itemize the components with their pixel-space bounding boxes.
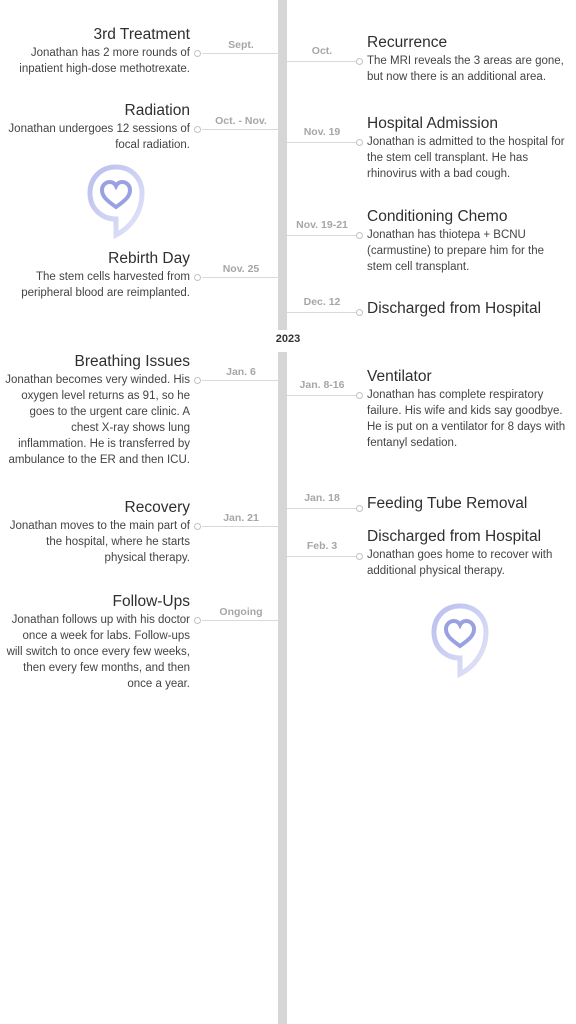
event-radiation — [4, 102, 190, 153]
connector-dot — [356, 505, 363, 512]
connector-line — [202, 277, 280, 278]
event-rebirth-day — [4, 250, 190, 301]
date-label: Jan. 6 — [226, 366, 256, 378]
connector-dot — [356, 139, 363, 146]
connector-line — [202, 129, 280, 130]
connector-line — [287, 395, 357, 396]
event-title: Breathing Issues — [74, 353, 190, 370]
event-desc: Jonathan goes home to recover with additional physical therapy. — [367, 549, 553, 577]
connector-dot — [356, 553, 363, 560]
date-label: Jan. 18 — [304, 492, 340, 504]
date-label: Oct. — [311, 45, 333, 57]
connector-dot — [356, 58, 363, 65]
event-breathing-issues — [4, 353, 190, 468]
connector-dot — [194, 377, 201, 384]
heart-speech-bubble-icon — [86, 163, 146, 243]
event-ventilator — [367, 368, 567, 451]
event-recovery — [4, 499, 190, 566]
event-recurrence — [367, 34, 567, 85]
date-label: Ongoing — [219, 606, 263, 618]
event-hospital-admission — [367, 115, 567, 182]
date-label: Sept. — [228, 39, 254, 51]
event-title: Rebirth Day — [108, 250, 190, 267]
event-desc: Jonathan moves to the main part of the hospital, where he starts physical therapy. — [9, 520, 190, 564]
event-title: Recurrence — [367, 34, 448, 51]
connector-line — [287, 508, 357, 509]
event-desc: Jonathan has complete respiratory failure. His wife and kids say goodbye. He is put on a ventilator for 8 days with fentanyl sedation. — [367, 389, 566, 449]
event-title: Discharged from Hospital — [367, 300, 542, 317]
event-feeding-tube-removal — [367, 495, 567, 513]
date-label: Jan. 8-16 — [299, 379, 345, 391]
event-desc: Jonathan has 2 more rounds of inpatient high-dose methotrexate. — [19, 47, 190, 75]
connector-dot — [356, 309, 363, 316]
connector-line — [287, 142, 357, 143]
event-title: Follow-Ups — [112, 593, 190, 610]
event-desc: Jonathan undergoes 12 sessions of focal radiation. — [8, 123, 190, 151]
date-label: Nov. 25 — [222, 263, 260, 275]
event-desc: Jonathan follows up with his doctor once a week for labs. Follow-ups will switch to once every few weeks, then every few months, and then once a year. — [6, 614, 190, 690]
event-desc: Jonathan is admitted to the hospital for the stem cell transplant. He has rhinovirus with a bad cough. — [367, 136, 565, 180]
connector-line — [287, 235, 357, 236]
connector-dot — [194, 50, 201, 57]
connector-line — [202, 526, 280, 527]
connector-line — [287, 61, 357, 62]
connector-line — [202, 380, 280, 381]
event-conditioning-chemo — [367, 208, 567, 275]
date-label: Feb. 3 — [306, 540, 338, 552]
event-title: 3rd Treatment — [93, 26, 190, 43]
date-label: Nov. 19 — [303, 126, 341, 138]
event-follow-ups — [4, 593, 190, 692]
event-title: Hospital Admission — [367, 115, 498, 132]
event-desc: Jonathan has thiotepa + BCNU (carmustine) to prepare him for the stem cell transplant. — [367, 229, 545, 273]
connector-dot — [194, 126, 201, 133]
connector-dot — [194, 617, 201, 624]
year-label: 2023 — [275, 333, 301, 345]
connector-dot — [356, 392, 363, 399]
event-desc: The MRI reveals the 3 areas are gone, but now there is an additional area. — [367, 55, 564, 83]
connector-line — [287, 312, 357, 313]
connector-dot — [194, 523, 201, 530]
event-desc: Jonathan becomes very winded. His oxygen level returns as 91, so he goes to the urgent care clinic. A chest X-ray shows lung inflammation. He is transferred by ambulance to the ER and then ICU. — [5, 374, 190, 466]
heart-speech-bubble-icon — [430, 602, 490, 682]
connector-line — [202, 620, 280, 621]
event-title: Ventilator — [367, 368, 432, 385]
event-title: Discharged from Hospital — [367, 528, 542, 545]
event-3rd-treatment — [4, 26, 190, 77]
connector-line — [202, 53, 280, 54]
date-label: Dec. 12 — [303, 296, 341, 308]
event-title: Recovery — [124, 499, 190, 516]
event-discharged-dec — [367, 300, 567, 318]
event-title: Feeding Tube Removal — [367, 495, 528, 512]
event-discharged-feb — [367, 528, 567, 579]
date-label: Oct. - Nov. — [215, 115, 267, 127]
connector-line — [287, 556, 357, 557]
event-title: Conditioning Chemo — [367, 208, 508, 225]
date-label: Jan. 21 — [223, 512, 259, 524]
event-desc: The stem cells harvested from peripheral blood are reimplanted. — [21, 271, 190, 299]
date-label: Nov. 19-21 — [296, 219, 348, 231]
event-title: Radiation — [124, 102, 190, 119]
connector-dot — [356, 232, 363, 239]
connector-dot — [194, 274, 201, 281]
